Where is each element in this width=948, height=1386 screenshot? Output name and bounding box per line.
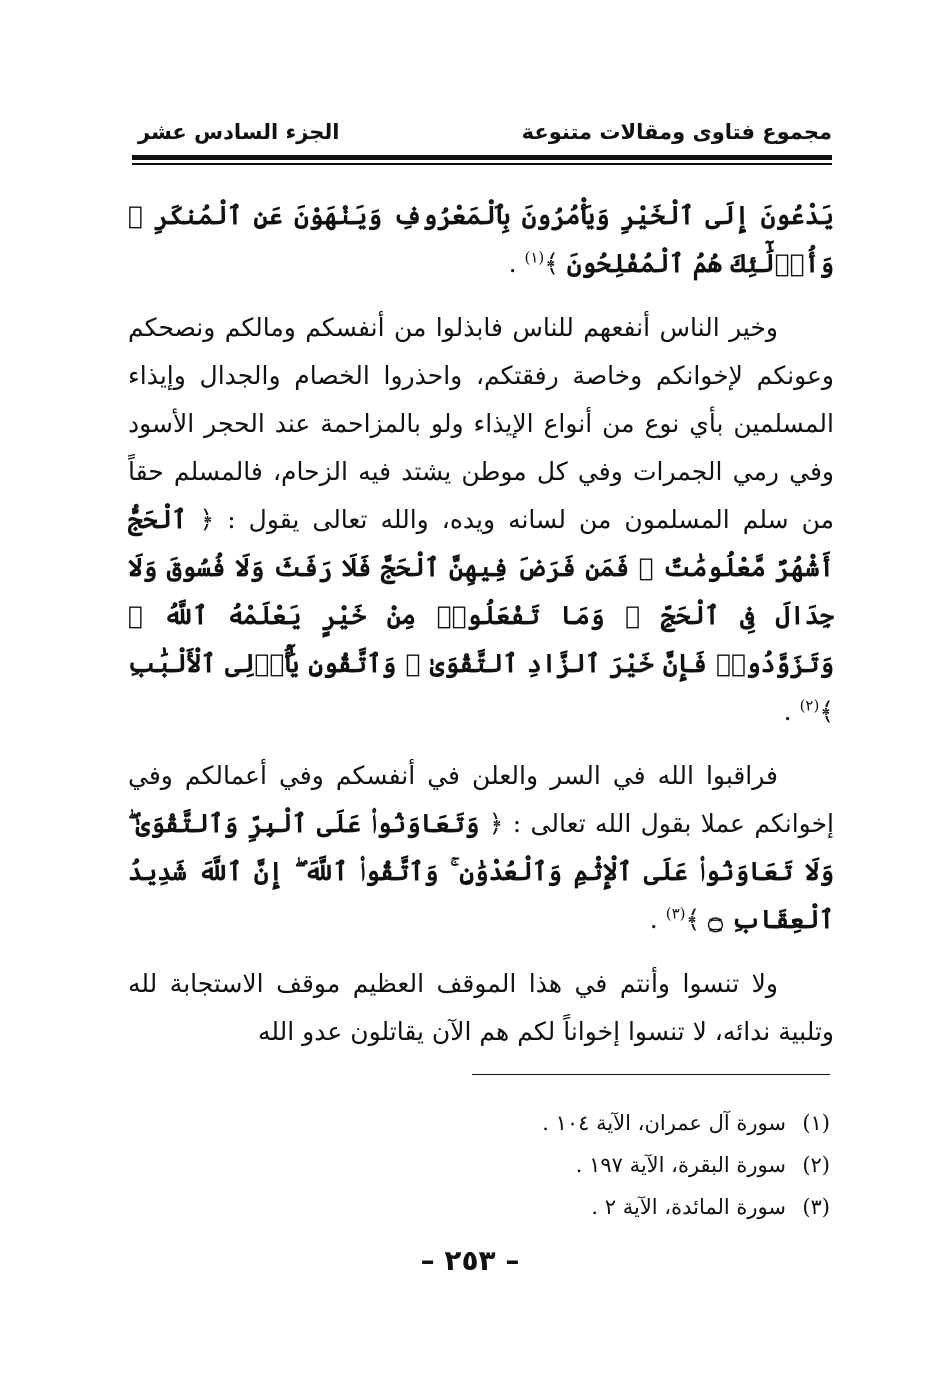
- verse-close-bracket: ﴾: [544, 249, 559, 278]
- paragraph-3: [128, 752, 834, 944]
- footnote-3: [400, 1186, 830, 1228]
- paragraph-4-text: ولا تنسوا وأنتم في هذا الموقف العظيم موقف الاستجابة لله وتلبية ندائه، لا تنسوا إخواناً لكم هم الآن يقاتلون عدو الله: [128, 969, 834, 1046]
- main-text: [128, 192, 834, 1072]
- sentence-end: .: [649, 905, 666, 934]
- verse-open-bracket: ﴿: [186, 505, 215, 534]
- footnote-ref-2: (٢): [799, 696, 820, 715]
- paragraph-2-text: وخير الناس أنفعهم للناس فابذلوا من أنفسكم ومالكم ونصحكم وعونكم لإخوانكم وخاصة رفقتكم، واحذروا الخصام والجدال وإيذاء المسلمين بأي نوع من أنواع الإيذاء ولو بالمزاحمة عند الحجر الأسود وفي رمي الجمرات وفي كل موطن يشتد فيه الزحام، فالمسلم حقاً من سلم المسلمون من لسانه ويده، والله تعالى يقول :: [128, 313, 834, 534]
- footnote-1: [400, 1102, 830, 1144]
- page-number: – ٢٥٣ –: [420, 1244, 520, 1277]
- footnote-separator: [472, 1074, 830, 1075]
- book-title: مجموع فتاوى ومقالات متنوعة: [521, 120, 832, 144]
- footnote-text: سورة آل عمران، الآية ١٠٤ .: [542, 1111, 786, 1135]
- footnote-number: (١): [802, 1111, 830, 1135]
- quran-verse-3: وَتَعَاوَنُوا۟ عَلَى ٱلْبِرِّ وَٱلتَّقْوَىٰ ۖ وَلَا تَعَاوَنُوا۟ عَلَى ٱلْإِثْمِ وَٱلْعُدْوَٰنِ ۚ وَٱتَّقُوا۟ ٱللَّهَ ۖ إِنَّ ٱللَّهَ شَدِيدُ ٱلْعِقَابِ ۝: [128, 809, 834, 934]
- quran-verse-2: ٱلْحَجُّ أَشْهُرٌ مَّعْلُومَٰتٌ ۚ فَمَن فَرَضَ فِيهِنَّ ٱلْحَجَّ فَلَا رَفَثَ وَلَا فُسُوقَ وَلَا جِدَالَ فِى ٱلْحَجِّ ۗ وَمَا تَفْعَلُوا۟ مِنْ خَيْرٍ يَعْلَمْهُ ٱللَّهُ ۗ وَتَزَوَّدُوا۟ فَإِنَّ خَيْرَ ٱلزَّادِ ٱلتَّقْوَىٰ ۚ وَٱتَّقُونِ يَٰٓأُو۟لِى ٱلْأَلْبَٰبِ: [128, 505, 834, 678]
- header-rule-thin: [132, 163, 832, 165]
- verse-open-bracket: ﴿: [479, 809, 504, 838]
- verse-close-bracket: ﴾: [685, 905, 709, 934]
- paragraph-1: [128, 192, 834, 288]
- paragraph-2: [128, 304, 834, 736]
- paragraph-3-text: فراقبوا الله في السر والعلن في أنفسكم وفي أعمالكم وفي إخوانكم عملا بقول الله تعالى :: [128, 761, 834, 838]
- footnote-ref-1: (١): [524, 248, 545, 267]
- volume-label: الجزء السادس عشر: [138, 120, 340, 144]
- footnote-ref-3: (٣): [665, 904, 686, 923]
- page-header: [132, 112, 832, 152]
- footnote-2: [400, 1144, 830, 1186]
- footnotes: [400, 1102, 830, 1228]
- sentence-end: .: [783, 697, 800, 726]
- sentence-end: .: [508, 249, 525, 278]
- footnote-text: سورة البقرة، الآية ١٩٧ .: [575, 1153, 786, 1177]
- verse-close-bracket: ﴾: [819, 697, 834, 726]
- footnote-number: (٢): [802, 1153, 830, 1177]
- quran-verse-1: يَدْعُونَ إِلَى ٱلْخَيْرِ وَيَأْمُرُونَ بِٱلْمَعْرُوفِ وَيَنْهَوْنَ عَنِ ٱلْمُنكَرِ ۚ وَأُو۟لَٰٓئِكَ هُمُ ٱلْمُفْلِحُونَ: [128, 201, 834, 278]
- header-rule-thick: [132, 155, 832, 160]
- footnote-number: (٣): [802, 1195, 830, 1219]
- footnote-text: سورة المائدة، الآية ٢ .: [591, 1195, 786, 1219]
- paragraph-4: [128, 960, 834, 1056]
